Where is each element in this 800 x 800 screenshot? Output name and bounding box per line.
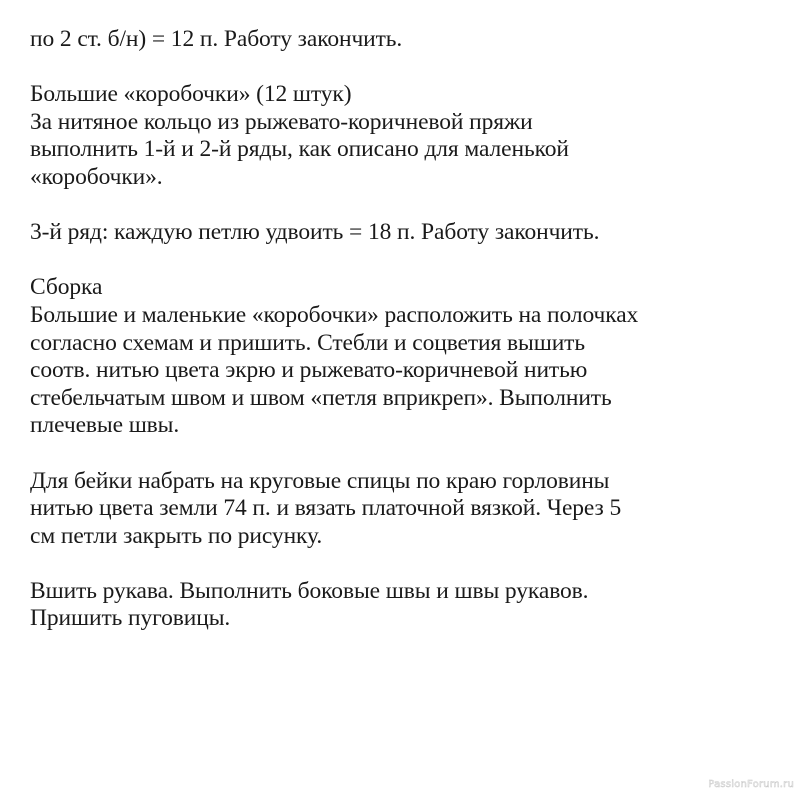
paragraph-large-boxes [30, 81, 790, 191]
paragraph-row-3 [30, 219, 790, 247]
text-line: стебельчатым швом и швом «петля вприкреп». Выполнить [30, 384, 612, 411]
text-line: «коробочки». [30, 163, 163, 190]
text-line: плечевые швы. [30, 412, 180, 439]
text-line: согласно схемам и пришить. Стебли и соцветия вышить [30, 329, 585, 356]
text-line: выполнить 1-й и 2-й ряды, как описано для маленькой [30, 136, 569, 163]
text-line: 3-й ряд: каждую петлю удвоить = 18 п. Работу закончить. [30, 219, 600, 246]
paragraph-finishing [30, 578, 790, 633]
watermark: PassionForum.ru [708, 779, 794, 790]
text-line: За нитяное кольцо из рыжевато-коричневой пряжи [30, 108, 533, 135]
text-line: по 2 ст. б/н) = 12 п. Работу закончить. [30, 26, 403, 52]
document-page [30, 26, 790, 661]
section-heading-assembly: Сборка [30, 274, 103, 301]
text-line: см петли закрыть по рисунку. [30, 522, 323, 549]
text-line: Для бейки набрать на круговые спицы по краю горловины [30, 467, 610, 494]
text-line: соотв. нитью цвета экрю и рыжевато-коричневой нитью [30, 357, 588, 384]
text-line: нитью цвета земли 74 п. и вязать платочной вязкой. Через 5 [30, 495, 622, 522]
text-line: Вшить рукава. Выполнить боковые швы и швы рукавов. [30, 577, 589, 604]
paragraph-neck-band [30, 468, 790, 551]
paragraph-assembly [30, 274, 790, 440]
text-line: Пришить пуговицы. [30, 605, 231, 632]
text-line: Большие и маленькие «коробочки» расположить на полочках [30, 301, 639, 328]
section-heading-large-boxes: Большие «коробочки» (12 штук) [30, 81, 352, 108]
paragraph-end-small-box [30, 26, 790, 54]
